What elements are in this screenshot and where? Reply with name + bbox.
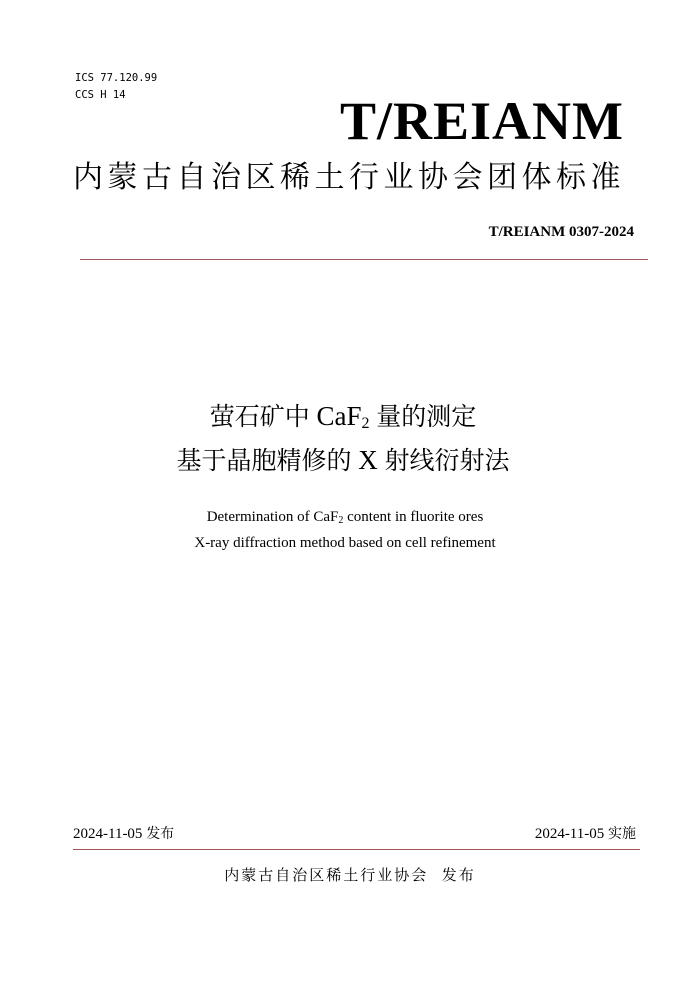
chinese-title-line-2 [0, 442, 686, 479]
publisher-name: 内蒙古自治区稀土行业协会 [224, 866, 429, 884]
title-cn-pre: 萤石矿中 [209, 402, 310, 431]
release-date: 2024-11-05 发布 [73, 826, 175, 842]
title-cn-post: 量的测定 [376, 402, 477, 431]
bottom-divider [73, 849, 640, 850]
title-cn-formula: CaF$_2$ [316, 401, 370, 432]
top-divider [80, 259, 648, 260]
organization-title: 内蒙古自治区稀土行业协会团体标准 [73, 160, 625, 195]
title-cn-line2-pre: 基于晶胞精修的 [176, 446, 352, 475]
implementation-date: 2024-11-05 实施 [534, 826, 636, 842]
english-title-line-2: X-ray diffraction method based on cell refinement [194, 535, 496, 551]
title-cn-line2-latin: X [358, 445, 378, 475]
standard-number: T/REIANM 0307-2024 [488, 224, 634, 240]
publish-label: 发布 [441, 866, 476, 884]
chinese-title-line-1 [0, 398, 686, 435]
standard-mark: T/REIANM [339, 91, 624, 151]
english-title-line-1: Determination of CaF$_2$ content in fluorite ores [206, 509, 484, 526]
ccs-code: CCS H 14 [75, 89, 126, 101]
ics-code: ICS 77.120.99 [75, 72, 158, 84]
publisher-line [0, 864, 700, 886]
title-cn-line2-post: 射线衍射法 [384, 446, 510, 475]
